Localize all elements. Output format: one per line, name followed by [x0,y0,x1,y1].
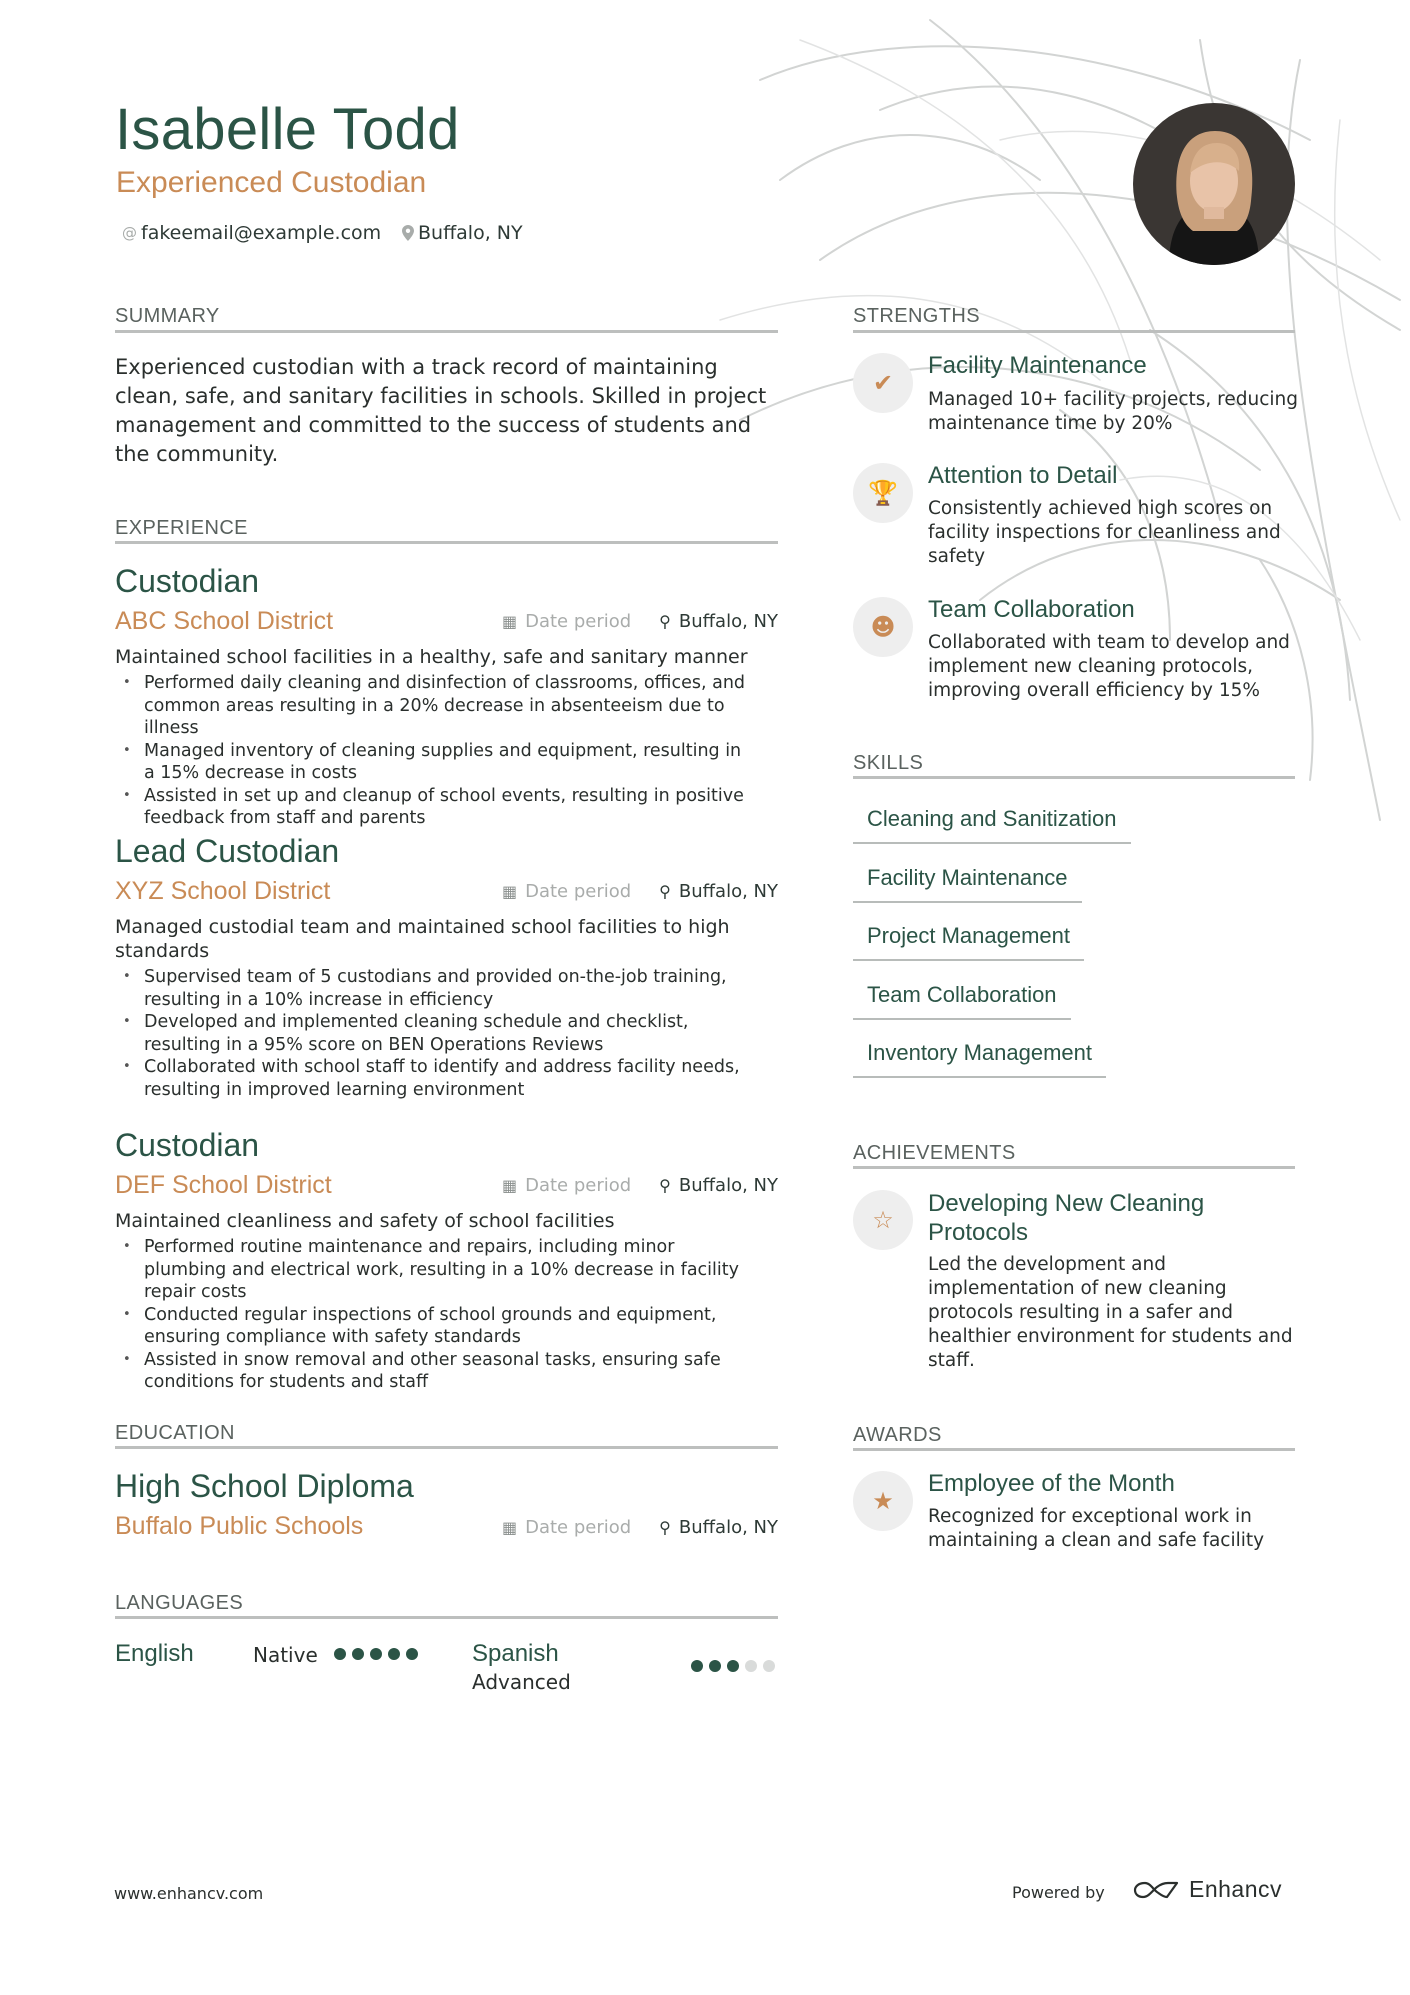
job-date [502,1175,631,1196]
location-pin-icon: ⚲ [659,882,671,901]
job-title: Lead Custodian [115,833,340,869]
skill-tag: Team Collaboration [853,982,1071,1020]
calendar-icon: ▦ [501,1176,518,1195]
job-company: XYZ School District [115,877,331,905]
summary-text: Experienced custodian with a track record of maintaining clean, safe, and sanitary facilities in schools. Skilled in project management and committed to the success of students and the community. [115,355,767,466]
strength-title: Facility Maintenance [928,352,1147,379]
job-location [659,881,778,902]
job-bullets [115,672,755,830]
language-name: Spanish [472,1640,559,1667]
email-text: fakeemail@example.com [141,222,382,244]
experience-divider [115,541,778,544]
checkmark-icon: ✔ [853,353,913,413]
list-item: • Assisted in snow removal and other seasonal tasks, ensuring safe conditions for students and staff [115,1349,755,1394]
education-divider [115,1446,778,1449]
strength-title: Attention to Detail [928,462,1118,489]
calendar-icon: ▦ [501,1518,518,1537]
job-title: Custodian [115,1127,260,1163]
languages-divider [115,1616,778,1619]
education-location-text: Buffalo, NY [678,1517,778,1538]
list-item: • Performed routine maintenance and repairs, including minor plumbing and electrical work, resulting in a 10% decrease in facility repair costs [115,1236,755,1304]
strengths-divider [853,330,1295,333]
achievement-description: Led the development and implementation of new cleaning protocols resulting in a safer and healthier environment for students and staff. [928,1254,1293,1371]
list-item: • Assisted in set up and cleanup of school events, resulting in positive feedback from staff and parents [115,785,755,830]
language-rating [691,1660,775,1672]
experience-heading: EXPERIENCE [115,517,248,539]
job-location [659,611,778,632]
contact-location [402,222,523,244]
achievements-heading: ACHIEVEMENTS [853,1142,1016,1164]
avatar [1133,103,1295,265]
skills-divider [853,776,1295,779]
job-location-text: Buffalo, NY [678,611,778,632]
at-icon: @ [122,224,137,242]
job-description: Maintained school facilities in a healthy, safe and sanitary manner [115,646,748,668]
skill-tag: Project Management [853,923,1084,961]
achievement-title: Developing New Cleaning Protocols [928,1190,1205,1246]
summary-divider [115,330,778,333]
job-description: Managed custodial team and maintained school facilities to high standards [115,916,730,962]
education-meta [502,1517,778,1538]
job-company: ABC School District [115,607,334,635]
list-item: • Developed and implemented cleaning schedule and checklist, resulting in a 95% score on BEN Operations Reviews [115,1011,755,1056]
candidate-role: Experienced Custodian [116,166,427,199]
languages-heading: LANGUAGES [115,1592,244,1614]
strength-description: Collaborated with team to develop and implement new cleaning protocols, improving overall efficiency by 15% [928,632,1290,701]
star-outline-icon: ☆ [853,1190,913,1250]
job-location-text: Buffalo, NY [678,1175,778,1196]
education-date-text: Date period [525,1517,632,1538]
rating-dot-empty [745,1660,757,1672]
language-name: English [115,1640,194,1667]
list-item: • Managed inventory of cleaning supplies and equipment, resulting in a 15% decrease in costs [115,740,755,785]
location-pin-icon: ⚲ [659,612,671,631]
rating-dot-filled [334,1648,346,1660]
education-location [659,1517,778,1538]
rating-dot-filled [406,1648,418,1660]
enhancv-logo-icon [1133,1879,1179,1901]
rating-dot-filled [727,1660,739,1672]
job-meta [502,881,778,902]
awards-heading: AWARDS [853,1424,942,1446]
skill-tag: Facility Maintenance [853,865,1082,903]
job-date [502,881,631,902]
award-title: Employee of the Month [928,1470,1175,1497]
footer-brand[interactable] [1133,1876,1282,1903]
strength-description: Managed 10+ facility projects, reducing maintenance time by 20% [928,389,1298,434]
calendar-icon: ▦ [501,882,518,901]
trophy-icon: 🏆 [853,463,913,523]
rating-dot-filled [691,1660,703,1672]
job-company: DEF School District [115,1171,332,1199]
list-item: • Conducted regular inspections of school grounds and equipment, ensuring compliance with safety standards [115,1304,755,1349]
job-date-text: Date period [525,611,632,632]
job-bullets [115,1236,755,1394]
education-heading: EDUCATION [115,1422,235,1444]
rating-dot-filled [370,1648,382,1660]
language-rating [334,1648,418,1660]
calendar-icon: ▦ [501,612,518,631]
awards-divider [853,1448,1295,1451]
list-item: • Supervised team of 5 custodians and provided on-the-job training, resulting in a 10% increase in efficiency [115,966,755,1011]
footer-brand-text: Enhancv [1189,1876,1283,1902]
language-level: Advanced [472,1670,571,1694]
footer-powered-by: Powered by [1012,1883,1105,1902]
star-icon: ★ [853,1471,913,1531]
skills-heading: SKILLS [853,752,924,774]
contact-email[interactable] [122,222,381,244]
job-date-text: Date period [525,1175,632,1196]
job-meta [502,611,778,632]
job-bullets [115,966,755,1101]
strength-description: Consistently achieved high scores on facility inspections for cleanliness and safety [928,498,1281,567]
education-degree: High School Diploma [115,1468,414,1504]
skill-tag: Cleaning and Sanitization [853,806,1131,844]
job-location [659,1175,778,1196]
location-pin-icon: ⚲ [659,1176,671,1195]
education-school: Buffalo Public Schools [115,1512,364,1540]
strengths-heading: STRENGTHS [853,305,980,327]
location-text: Buffalo, NY [418,222,523,244]
candidate-name: Isabelle Todd [115,97,460,162]
award-description: Recognized for exceptional work in maintaining a clean and safe facility [928,1506,1265,1551]
language-level: Native [253,1643,318,1667]
education-date [502,1517,631,1538]
rating-dot-empty [763,1660,775,1672]
footer-website[interactable]: www.enhancv.com [114,1884,264,1903]
skill-tag: Inventory Management [853,1040,1106,1078]
location-pin-icon [402,225,414,241]
job-date [502,611,631,632]
location-pin-icon: ⚲ [659,1518,671,1537]
job-date-text: Date period [525,881,632,902]
strength-title: Team Collaboration [928,596,1135,623]
rating-dot-filled [709,1660,721,1672]
job-meta [502,1175,778,1196]
rating-dot-filled [388,1648,400,1660]
rating-dot-filled [352,1648,364,1660]
list-item: • Performed daily cleaning and disinfection of classrooms, offices, and common areas resulting in a 20% decrease in absenteeism due to illness [115,672,755,740]
job-location-text: Buffalo, NY [678,881,778,902]
list-item: • Collaborated with school staff to identify and address facility needs, resulting in improved learning environment [115,1056,755,1101]
achievements-divider [853,1166,1295,1169]
summary-heading: SUMMARY [115,305,220,327]
job-title: Custodian [115,563,260,599]
head-icon: ☻ [853,597,913,657]
job-description: Maintained cleanliness and safety of school facilities [115,1210,615,1232]
